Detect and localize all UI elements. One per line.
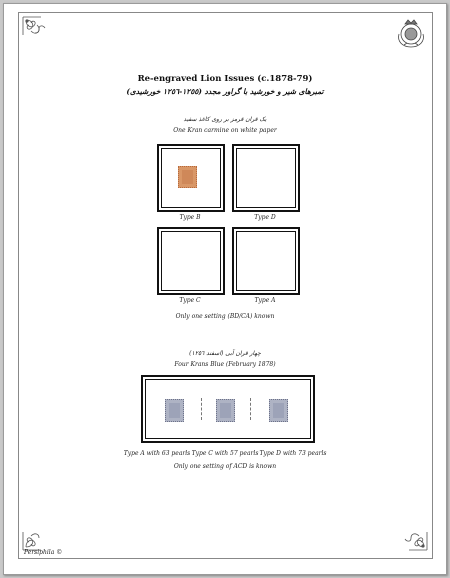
lion-sun-emblem-icon [396,17,426,49]
page-title: Re-engraved Lion Issues (c.1878-79) [137,74,313,84]
section-one-note: Only one setting (BD/CA) known [175,313,275,320]
stamp-mount-type-b [157,144,225,212]
strip-divider [201,398,202,420]
stamp-strip-mount [141,375,315,443]
stamp-mount-type-a [232,227,300,295]
section-two-note: Only one setting of ACD is known [173,463,277,470]
corner-ornament-icon [21,518,55,552]
caption-type-b: Type B [179,214,201,221]
caption-strip-type-d: Type D with 73 pearls [259,450,327,457]
caption-type-c: Type C [179,297,201,304]
section-two-persian-heading: چهار قران آبی (اسفند ١٢٥٦) [189,350,261,357]
four-krans-stamp-type-a [165,399,184,422]
strip-divider [250,398,251,420]
stamp-mount-type-c [157,227,225,295]
corner-ornament-icon [21,15,55,49]
caption-type-a: Type A [254,297,276,304]
section-two-heading: Four Krans Blue (February 1878) [174,361,276,368]
caption-strip-type-a: Type A with 63 pearls [123,450,191,457]
four-krans-stamp-type-c [216,399,235,422]
four-krans-stamp-type-d [269,399,288,422]
corner-ornament-icon [395,518,429,552]
persian-page-title: تمبرهای شیر و خورشید با گراور مجدد (١٢٥٥-١٢٥٦ خورشیدی) [126,87,324,96]
stamp-mount-type-d [232,144,300,212]
caption-type-d: Type D [254,214,276,221]
section-one-persian-heading: یک قران قرمز بر روی کاغذ سفید [183,116,267,123]
one-kran-stamp-image [178,166,197,188]
album-page [3,3,447,575]
caption-strip-type-c: Type C with 57 pearls [191,450,259,457]
section-one-heading: One Kran carmine on white paper [173,127,277,134]
copyright-footer: Persiphila © [24,549,63,556]
